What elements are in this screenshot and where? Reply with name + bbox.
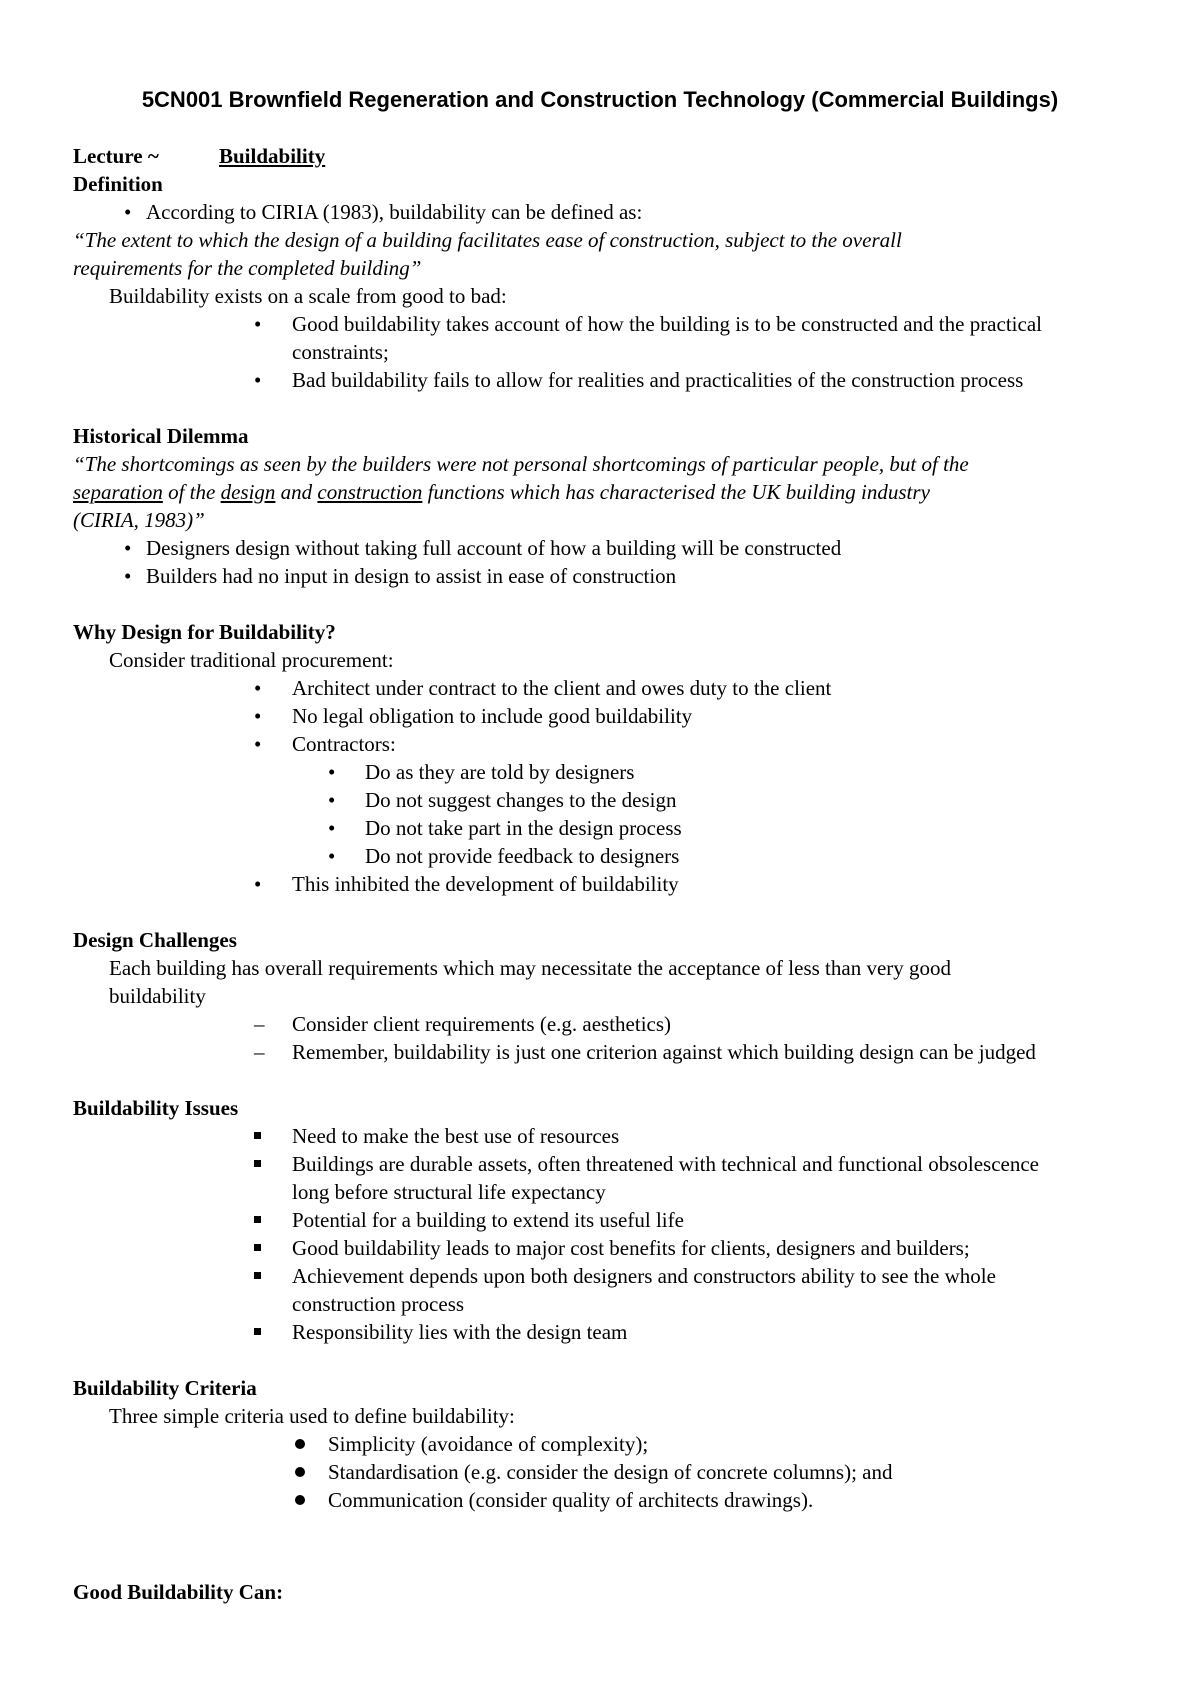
definition-heading: Definition bbox=[73, 172, 163, 196]
good-buildability-heading: Good Buildability Can: bbox=[73, 1580, 284, 1604]
bullet-marker: • bbox=[328, 760, 336, 784]
bullet-marker: • bbox=[124, 200, 132, 224]
list-item: • Bad buildability fails to allow for realities and practicalities of the construction process bbox=[254, 368, 1024, 392]
definition-quote-line: requirements for the completed building” bbox=[73, 256, 422, 280]
lecture-label: Lecture ~ bbox=[73, 144, 159, 168]
bullet-marker: • bbox=[328, 816, 336, 840]
list-item: • Good buildability takes account of how the building is to be constructed and the practical constraints; bbox=[254, 312, 1042, 364]
criteria-intro: Three simple criteria used to define buildability: bbox=[109, 1404, 515, 1428]
bullet-marker: • bbox=[328, 844, 336, 868]
list-item: • Architect under contract to the client and owes duty to the client bbox=[254, 676, 832, 700]
list-item: Potential for a building to extend its useful life bbox=[73, 1206, 1133, 1234]
bullet-marker: • bbox=[254, 872, 262, 896]
construction-text: construction bbox=[317, 480, 423, 504]
list-item: Responsibility lies with the design team bbox=[73, 1318, 1133, 1346]
why-design-heading: Why Design for Buildability? bbox=[73, 620, 336, 644]
list-item: Need to make the best use of resources bbox=[73, 1122, 1133, 1150]
list-item: Standardisation (e.g. consider the design of concrete columns); and bbox=[73, 1458, 1133, 1486]
list-item: • This inhibited the development of buildability bbox=[254, 872, 679, 896]
bullet-marker: • bbox=[328, 788, 336, 812]
square-bullet-icon bbox=[254, 1244, 261, 1251]
list-item: • Do not take part in the design process bbox=[328, 816, 682, 840]
square-bullet-icon bbox=[254, 1216, 261, 1223]
why-design-intro: Consider traditional procurement: bbox=[109, 648, 394, 672]
list-item: • No legal obligation to include good buildability bbox=[254, 704, 693, 728]
list-item: • Do as they are told by designers bbox=[328, 760, 635, 784]
list-item: – Consider client requirements (e.g. aesthetics) bbox=[254, 1012, 672, 1036]
dash-marker: – bbox=[254, 1012, 265, 1036]
list-item: Simplicity (avoidance of complexity); bbox=[73, 1430, 1133, 1458]
bullet-marker: • bbox=[254, 676, 262, 700]
historical-quote-line: separation of the design and construction functions which has characterised the UK building industry bbox=[73, 480, 930, 504]
criteria-heading: Buildability Criteria bbox=[73, 1376, 257, 1400]
bullet-marker: • bbox=[254, 312, 262, 336]
list-item: • Do not suggest changes to the design bbox=[328, 788, 677, 812]
bullet-marker: • bbox=[254, 704, 262, 728]
square-bullet-icon bbox=[254, 1328, 261, 1335]
list-item: • Designers design without taking full account of how a building will be constructed bbox=[124, 536, 842, 560]
list-item: Communication (consider quality of architects drawings). bbox=[73, 1486, 1133, 1514]
lecture-line bbox=[73, 142, 1133, 170]
list-item: • Do not provide feedback to designers bbox=[328, 844, 680, 868]
document-title: 5CN001 Brownfield Regeneration and Construction Technology (Commercial Buildings) bbox=[141, 87, 1059, 112]
document-body bbox=[73, 142, 1133, 1606]
dash-marker: – bbox=[254, 1040, 265, 1064]
list-item: – Remember, buildability is just one criterion against which building design can be judged bbox=[254, 1040, 1036, 1064]
square-bullet-icon bbox=[254, 1132, 261, 1139]
challenges-heading: Design Challenges bbox=[73, 928, 237, 952]
bullet-marker: • bbox=[254, 732, 262, 756]
challenges-text: buildability bbox=[109, 984, 206, 1008]
historical-quote-line: “The shortcomings as seen by the builders were not personal shortcomings of particular people, but of the bbox=[73, 452, 969, 476]
issues-heading: Buildability Issues bbox=[73, 1096, 239, 1120]
list-item: • Builders had no input in design to assist in ease of construction bbox=[124, 564, 677, 588]
definition-quote-line: “The extent to which the design of a building facilitates ease of construction, subject to the overall bbox=[73, 228, 902, 252]
square-bullet-icon bbox=[254, 1160, 261, 1167]
historical-quote-line: (CIRIA, 1983)” bbox=[73, 508, 205, 532]
bullet-marker: • bbox=[124, 536, 132, 560]
list-item: Good buildability leads to major cost benefits for clients, designers and builders; bbox=[73, 1234, 1133, 1262]
list-item: Buildings are durable assets, often threatened with technical and functional obsolescence long before structural life expectancy bbox=[73, 1150, 1133, 1206]
bullet-marker: • bbox=[254, 368, 262, 392]
design-text: design bbox=[220, 480, 276, 504]
separation-text: separation bbox=[73, 480, 163, 504]
round-bullet-icon bbox=[295, 1439, 305, 1449]
round-bullet-icon bbox=[295, 1495, 305, 1505]
list-item: Achievement depends upon both designers and constructors ability to see the whole construction process bbox=[73, 1262, 1133, 1318]
round-bullet-icon bbox=[295, 1467, 305, 1477]
square-bullet-icon bbox=[254, 1272, 261, 1279]
list-item: • Contractors: bbox=[254, 732, 396, 756]
lecture-topic: Buildability bbox=[219, 144, 326, 168]
challenges-text: Each building has overall requirements which may necessitate the acceptance of less than very good bbox=[109, 956, 952, 980]
historical-heading: Historical Dilemma bbox=[73, 424, 249, 448]
list-item: • According to CIRIA (1983), buildability can be defined as: bbox=[124, 200, 643, 224]
bullet-marker: • bbox=[124, 564, 132, 588]
scale-text: Buildability exists on a scale from good to bad: bbox=[109, 284, 507, 308]
